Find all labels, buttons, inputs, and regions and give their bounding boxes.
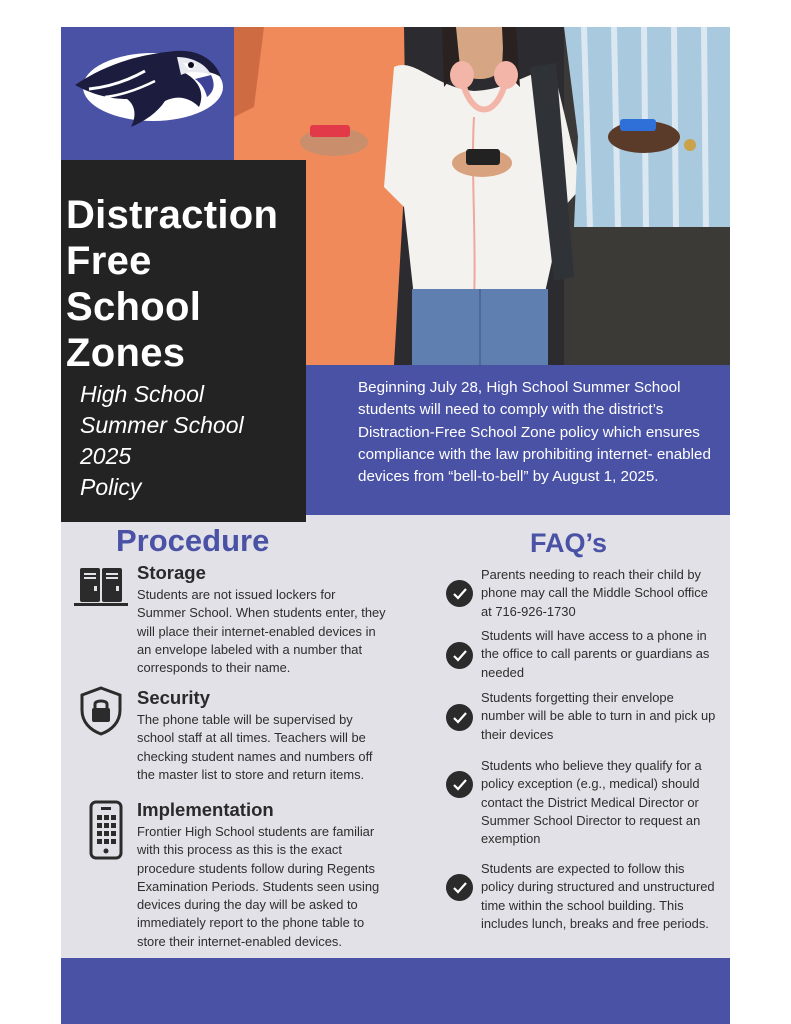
subtitle-line: High School (80, 381, 205, 407)
subtitle-line: Summer School (80, 412, 244, 438)
check-icon (446, 642, 473, 669)
faq-heading: FAQ’s (530, 528, 608, 558)
check-icon (446, 704, 473, 731)
shield-lock-icon (78, 686, 124, 736)
students-with-phones-photo (234, 27, 730, 365)
procedure-item-title: Security (137, 687, 211, 708)
procedure-item-title: Implementation (137, 799, 274, 820)
subtitle-line: 2025 (80, 443, 132, 469)
title-line: School (66, 285, 202, 329)
procedure-item-title: Storage (137, 562, 206, 583)
check-icon (446, 580, 473, 607)
faq-item: Parents needing to reach their child by phone may call the Middle School office at 716-926-1730 (481, 567, 708, 619)
procedure-heading: Procedure (116, 523, 270, 558)
faq-item: Students forgetting their envelope number will be able to turn in and pick up their devices (481, 690, 716, 742)
faq-item: Students are expected to follow this policy during structured and unstructured time within the school building. This includes lunch, breaks and free periods. (481, 861, 715, 931)
locker-icon (74, 566, 128, 608)
title-line: Free (66, 239, 152, 283)
title-line: Distraction (66, 193, 279, 237)
subtitle-line: Policy (80, 474, 142, 500)
page-title (66, 192, 306, 376)
footer-band (61, 958, 730, 1024)
faq-item: Students who believe they qualify for a policy exception (e.g., medical) should contact the District Medical Director or Summer School Director to request an exemption (481, 758, 702, 847)
procedure-item-text: The phone table will be supervised by school staff at all times. Teachers will be checking student names and numbers off the master list to store and return items. (137, 712, 373, 782)
subtitle (80, 379, 300, 503)
hawk-logo (65, 37, 229, 137)
procedure-item-text: Frontier High School students are familiar with this process as this is the exact procedure students follow during Regents Examination Periods. Students seen using devices during the day will be asked to immediately report to the phone table to store their internet-enabled devices. (137, 824, 380, 949)
logo-panel (61, 27, 234, 160)
check-icon (446, 874, 473, 901)
procedure-item-text: Students are not issued lockers for Summer School. When students enter, they will place their internet-enabled devices in an envelope labeled with a number that corresponds to their name. (137, 587, 386, 676)
intro-text: Beginning July 28, High School Summer School students will need to comply with the district’s Distraction-Free School Zone policy which ensures compliance with the law prohibiting internet- enabled devices from “bell-to-bell” by August 1, 2025. (358, 379, 711, 486)
check-icon (446, 771, 473, 798)
phone-icon (88, 800, 124, 860)
title-line: Zones (66, 331, 186, 375)
faq-item: Students will have access to a phone in the office to call parents or guardians as needed (481, 628, 710, 680)
